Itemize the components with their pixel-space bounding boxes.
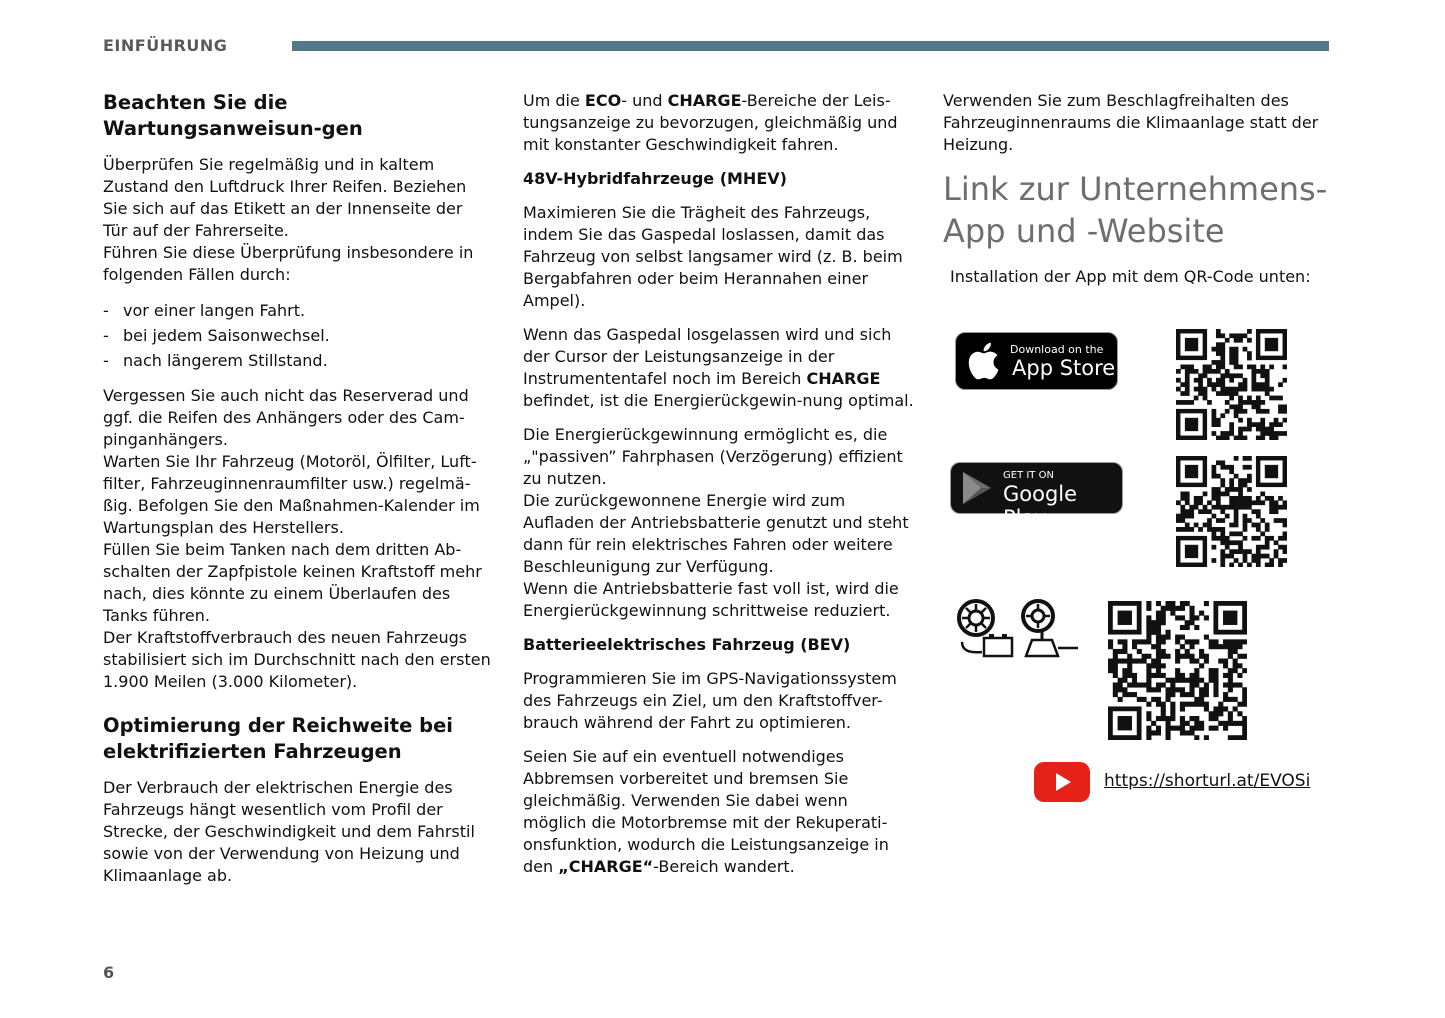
tire-pressure-text: Überprüfen Sie regelmäßig und in kaltem Zustand den Luftdruck Ihrer Reifen. Beziehen Sie sich auf das Etikett an der Innenseite der Tür auf der Fahrerseite. Führen Sie diese Überprüfung insbesondere in folgenden Fällen durch: [103, 155, 474, 284]
consumption-text: Der Verbrauch der elektrischen Energie des Fahrzeugs hängt wesentlich vom Profil der Strecke, der Geschwindigkeit und dem Fahrstil sowie von der Verwendung von Heizung und Klimaanlage ab. [103, 778, 475, 885]
braking-text: Seien Sie auf ein eventuell notwendiges Abbremsen vorbereitet und bremsen Sie gleichmäßig. Verwenden Sie dabei wenn möglich die Motorbremse mit der Rekuperati-onsfunktion, wodurch die Leistungsanzeige in den „CHARGE“-Bereich wandert. [523, 747, 889, 876]
column-2 [523, 90, 915, 890]
column-1 [103, 90, 491, 899]
install-text: Installation der App mit dem QR-Code unten: [950, 267, 1311, 286]
check-list [103, 298, 491, 373]
heading-bev: Batterieelektrisches Fahrzeug (BEV) [523, 635, 851, 654]
qr-code-website [1108, 601, 1247, 740]
app-store-badge[interactable] [955, 332, 1118, 390]
play-icon [961, 470, 995, 506]
list-item: - vor einer langen Fahrt. [103, 298, 491, 323]
inertia-text: Maximieren Sie die Trägheit des Fahrzeugs, indem Sie das Gaspedal loslassen, damit das Fahrzeug von selbst langsamer wird (z. B. beim Bergabfahren oder beim Herannahen einer Ampel). [523, 203, 903, 310]
recovery-text: Die Energierückgewinnung ermöglicht es, die „"passiven” Fahrphasen (Verzögerung) effizient zu nutzen. Die zurückgewonnene Energie wird zum Aufladen der Antriebsbatterie genutzt und steht dann für rein elektrisches Fahren oder weitere Beschleunigung zur Verfügung. Wenn die Antriebsbatterie fast voll ist, wird die Energierückgewinnung schrittweise reduziert. [523, 425, 909, 620]
heading-mhev: 48V-Hybridfahrzeuge (MHEV) [523, 169, 787, 188]
page-number: 6 [103, 963, 115, 982]
tire-jack-icon [1018, 598, 1080, 660]
heading-range: Optimierung der Reichweite bei elektrifizierten Fahrzeugen [103, 714, 453, 763]
heading-app-link: Link zur Unternehmens-App und -Website [943, 170, 1328, 250]
heading-maintenance: Beachten Sie die Wartungsanweisun-gen [103, 91, 363, 140]
list-item: - bei jedem Saisonwechsel. [103, 323, 491, 348]
app-store-big: App Store [1012, 356, 1116, 380]
header-bar [292, 41, 1329, 51]
tire-battery-icon [956, 598, 1020, 660]
google-play-badge[interactable] [950, 462, 1123, 530]
ac-text: Verwenden Sie zum Beschlagfreihalten des Fahrzeuginnenraums die Klimaanlage statt der Heizung. [943, 91, 1319, 154]
eco-charge-text: Um die ECO- und CHARGE-Bereiche der Leis-tungsanzeige zu bevorzugen, gleichmäßig und mit konstanter Geschwindigkeit fahren. [523, 91, 898, 154]
cursor-text: Wenn das Gaspedal losgelassen wird und sich der Cursor der Leistungsanzeige in der Instrumententafel noch im Bereich CHARGE befindet, ist die Energierückgewin-nung optimal. [523, 325, 914, 410]
app-store-small: Download on the [1010, 343, 1104, 356]
gps-text: Programmieren Sie im GPS-Navigationssystem des Fahrzeugs ein Ziel, um den Kraftstoffver-brauch während der Fahrt zu optimieren. [523, 669, 897, 732]
google-play-big: Google Play [1003, 482, 1078, 530]
section-label: EINFÜHRUNG [103, 36, 228, 55]
qr-code-google-play [1176, 456, 1287, 567]
apple-icon [966, 341, 1000, 381]
column-3 [943, 90, 1335, 300]
maintenance-text: Vergessen Sie auch nicht das Reserverad und ggf. die Reifen des Anhängers oder des Cam-pinganhängers. Warten Sie Ihr Fahrzeug (Motoröl, Ölfilter, Luft-filter, Fahrzeuginnenraumfilter usw.) regelmä-ßig. Befolgen Sie den Maßnahmen-Kalender im Wartungsplan des Herstellers. Füllen Sie beim Tanken nach dem dritten Ab-schalten der Zapfpistole keinen Kraftstoff mehr nach, dies könnte zu einem Überlaufen des Tanks führen. Der Kraftstoffverbrauch des neuen Fahrzeugs stabilisiert sich im Durchschnitt nach den ersten 1.900 Meilen (3.000 Kilometer). [103, 386, 491, 691]
qr-code-app-store [1176, 329, 1287, 440]
website-link[interactable]: https://shorturl.at/EVOSi [1104, 771, 1311, 791]
google-play-small: GET IT ON [1003, 470, 1054, 481]
list-item: - nach längerem Stillstand. [103, 348, 491, 373]
youtube-icon[interactable] [1034, 762, 1090, 802]
